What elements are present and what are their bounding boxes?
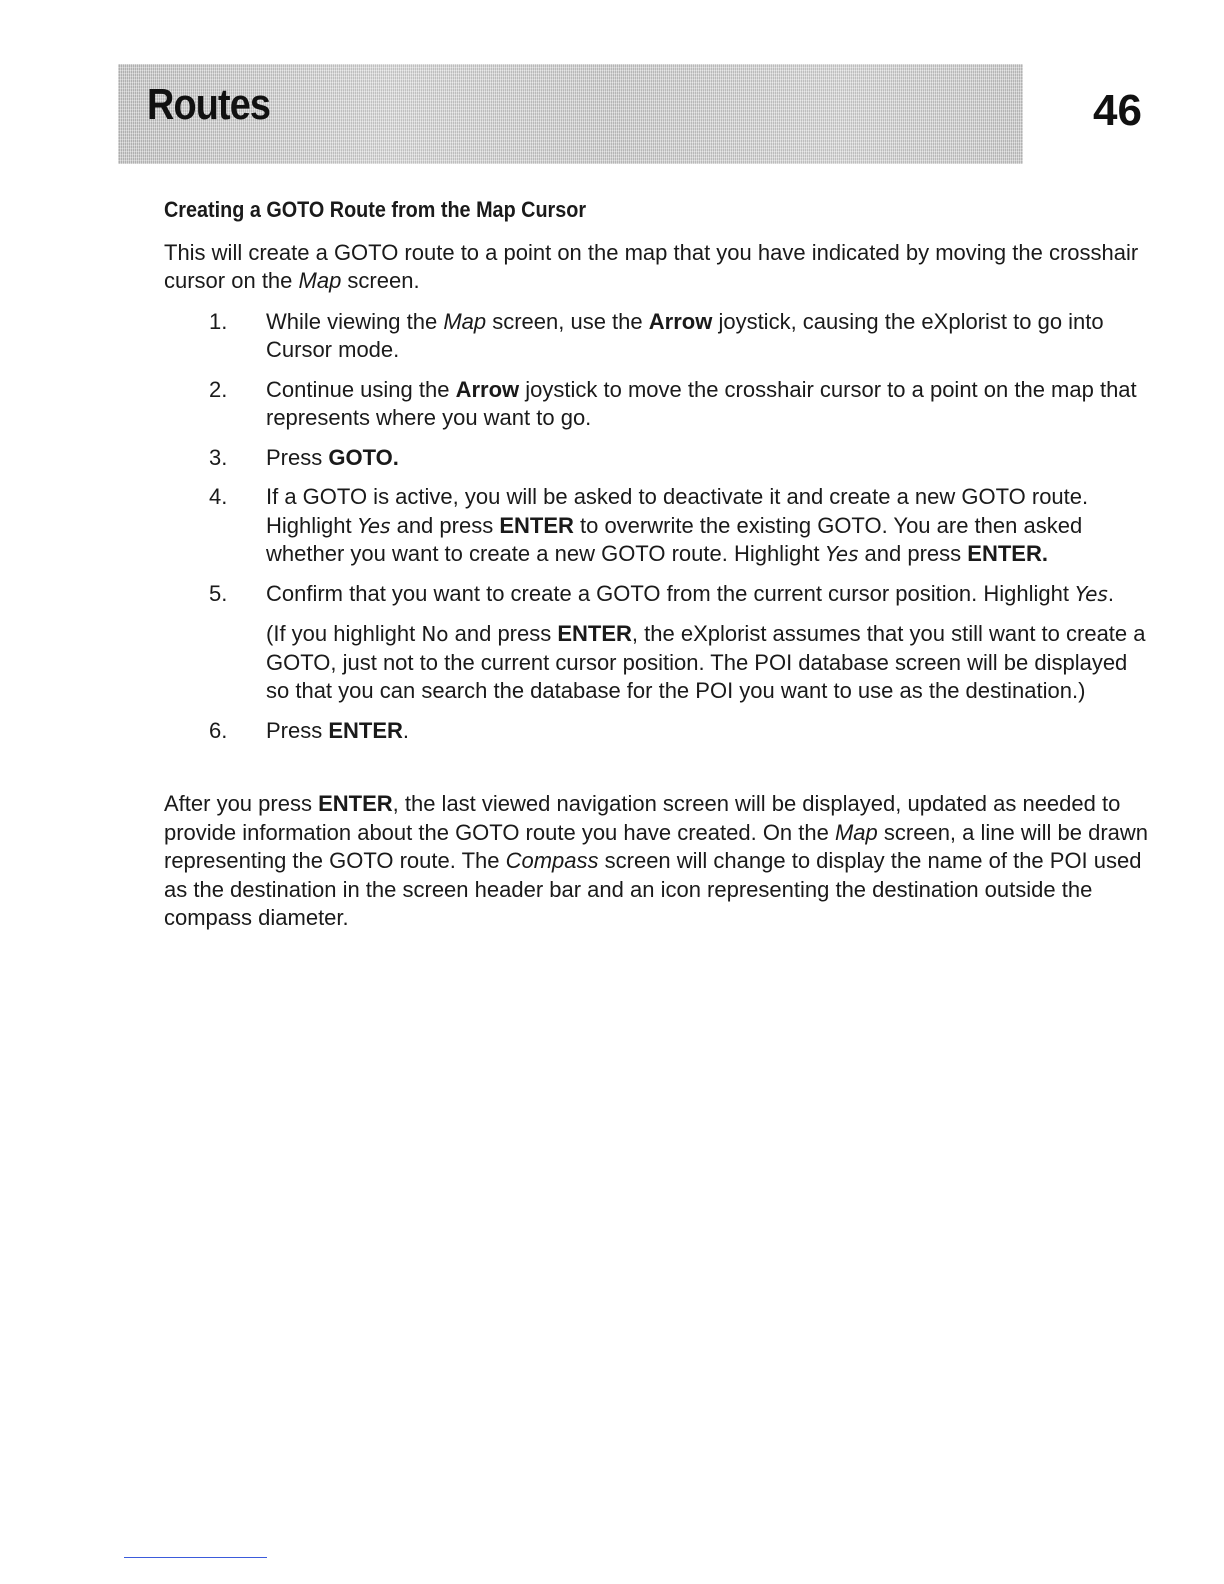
compass-screen-ref: Compass [505, 848, 599, 873]
note-text: , the eXplorist assumes that you still want to create a GOTO, just not to the current cursor position. The POI database screen will be displayed so that you can search the database for the POI you want to use as the destination.) [266, 621, 1146, 703]
note-text: and press [448, 621, 558, 646]
yes-option-ref: Yes [1075, 581, 1108, 606]
step-text: and press [390, 512, 500, 538]
summary-paragraph [164, 790, 1154, 933]
step-number: 3. [209, 444, 228, 470]
summary-text: screen, a line will be drawn representing the GOTO route. The [164, 819, 1149, 873]
summary-text: screen will change to display the name of the POI used as the destination in the screen header bar and an icon representing the destination outside the compass diameter. [164, 848, 1142, 930]
yes-option-ref: Yes [825, 542, 859, 566]
intro-text-end: screen. [341, 268, 420, 293]
summary-text: , the last viewed navigation screen will be displayed, updated as needed to provide information about the GOTO route you have created. On the [164, 791, 1121, 845]
step-text: Press [266, 444, 329, 470]
step-text: to overwrite the existing GOTO. You are then asked whether you want to create a new GOTO route. Highlight [266, 512, 1083, 566]
yes-option-ref: Yes [357, 513, 391, 538]
note-text: (If you highlight [266, 621, 422, 646]
enter-key-ref: ENTER [318, 791, 393, 816]
step-text: Press [266, 717, 329, 743]
step-text: Continue using the [266, 376, 456, 402]
steps-list [164, 308, 1154, 746]
step-text: . [402, 717, 410, 743]
chapter-title: Routes [147, 80, 271, 129]
map-screen-ref: Map [443, 308, 487, 334]
page-number: 46 [1093, 86, 1142, 135]
step-number: 6. [209, 717, 228, 743]
intro-text: This will create a GOTO route to a point on the map that you have indicated by moving the crosshair cursor on the [164, 239, 1139, 293]
step-6 [164, 717, 1154, 746]
page-content [164, 196, 1154, 955]
enter-key-ref: ENTER [557, 621, 632, 646]
step-text: . [1107, 580, 1114, 606]
arrow-key-ref: Arrow [455, 376, 520, 402]
no-option-ref: No [421, 622, 449, 646]
enter-key-ref: ENTER. [967, 541, 1048, 566]
step-number: 4. [209, 484, 228, 509]
step-text: If a GOTO is active, you will be asked to deactivate it and create a new GOTO route. Highlight [266, 484, 1089, 538]
step-5-note [266, 620, 1154, 706]
intro-paragraph [164, 239, 1154, 296]
step-text: While viewing the [266, 308, 444, 334]
map-screen-ref: Map [834, 819, 878, 845]
step-number: 1. [209, 308, 228, 334]
goto-key-ref: GOTO. [328, 444, 399, 470]
summary-text: After you press [164, 791, 319, 816]
step-number: 2. [209, 376, 228, 402]
step-number: 5. [209, 580, 228, 606]
enter-key-ref: ENTER [499, 512, 574, 538]
footnote-rule [124, 1557, 267, 1558]
step-3 [164, 444, 1154, 473]
step-2 [164, 376, 1154, 433]
step-text: joystick to move the crosshair cursor to a point on the map that represents where you want to go. [266, 376, 1137, 430]
step-1 [164, 308, 1154, 365]
step-text: Confirm that you want to create a GOTO from the current cursor position. Highlight [266, 580, 1076, 606]
enter-key-ref: ENTER [328, 717, 403, 743]
step-text: and press [858, 541, 968, 566]
section-heading: Creating a GOTO Route from the Map Cursor [164, 197, 587, 222]
step-text: screen, use the [486, 308, 649, 334]
arrow-key-ref: Arrow [648, 308, 713, 334]
step-4 [164, 483, 1154, 569]
step-text: joystick, causing the eXplorist to go into Cursor mode. [266, 308, 1104, 362]
step-5 [164, 580, 1154, 706]
map-screen-ref: Map [298, 268, 342, 293]
